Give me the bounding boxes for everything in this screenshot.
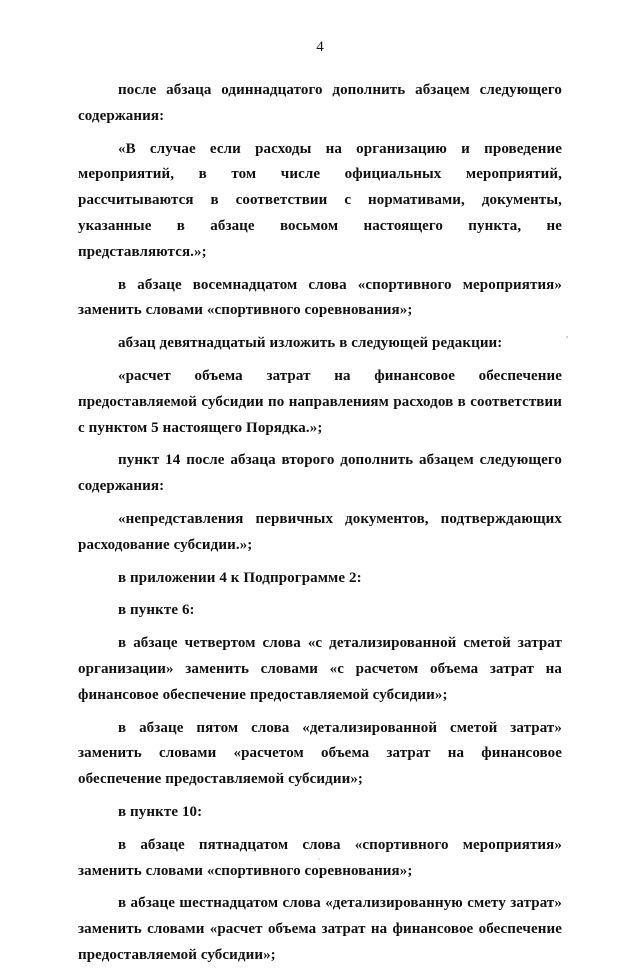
scan-speck	[566, 336, 568, 338]
paragraph: после абзаца одиннадцатого дополнить абзацем следующего содержания:	[78, 82, 562, 124]
document-body	[78, 78, 562, 976]
paragraph: в абзаце пятнадцатом слова «спортивного мероприятия» заменить словами «спортивного соревнования»;	[78, 836, 562, 879]
paragraph: абзац девятнадцатый изложить в следующей редакции:	[118, 335, 503, 352]
paragraph: пункт 14 после абзаца второго дополнить абзацем следующего содержания:	[78, 452, 562, 495]
paragraph: «расчет объема затрат на финансовое обеспечение предоставляемой субсидии по направлениям расходов в соответствии с пунктом 5 настоящего Порядка.»;	[78, 367, 562, 436]
paragraph: в абзаце восемнадцатом слова «спортивного мероприятия» заменить словами «спортивного соревнования»;	[78, 276, 562, 319]
scan-speck	[318, 858, 320, 860]
page-number: 4	[316, 39, 324, 55]
paragraph: «непредставления первичных документов, подтверждающих расходование субсидии.»;	[78, 510, 562, 553]
paragraph: в абзаце шестнадцатом слова «детализированную смету затрат» заменить словами «расчет объема затрат на финансовое обеспечение предоставляемой субсидии»;	[78, 895, 562, 963]
paragraph: в пункте 6:	[118, 602, 195, 619]
paragraph: в приложении 4 к Подпрограмме 2:	[118, 569, 362, 586]
paragraph: «В случае если расходы на организацию и проведение мероприятий, в том числе официальных мероприятий, рассчитываются в соответствии с нормативами, документы, указанные в абзаце восьмом настоящего пункта, не представляются.»;	[78, 140, 562, 260]
paragraph: в абзаце пятом слова «детализированной сметой затрат» заменить словами «расчетом объема затрат на финансовое обеспечение предоставляемой субсидии»;	[78, 719, 562, 788]
paragraph: в пункте 10:	[118, 803, 203, 820]
paragraph: в абзаце четвертом слова «с детализированной сметой затрат организации» заменить словами «с расчетом объема затрат на финансовое обеспечение предоставляемой субсидии»;	[78, 635, 562, 703]
